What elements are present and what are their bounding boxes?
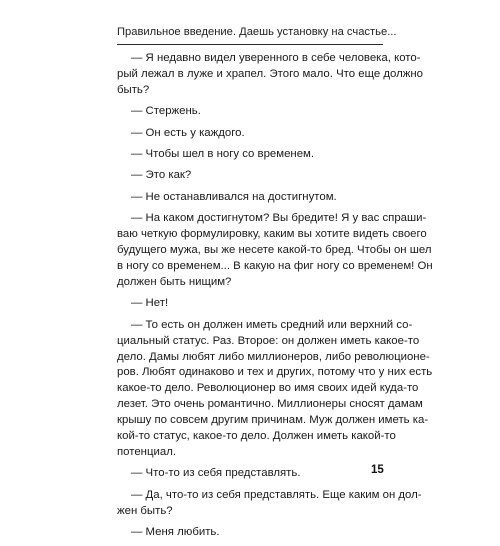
paragraph-2: — Стержень. xyxy=(131,105,201,118)
text-line: какое-то дело. Революционер во имя своих идей куда-то xyxy=(117,382,419,395)
text-line: в ногу со временем... В какую на фиг ногу со временем! Он xyxy=(117,259,433,272)
text-line: ваю четкую формулировку, каким вы хотите видеть своего xyxy=(117,228,427,241)
text-line: — На каком достигнутом? Вы бредите! Я у вас спраши- xyxy=(131,212,427,225)
text-line: дело. Дамы любят либо миллионеров, либо революционе- xyxy=(117,350,430,363)
text-line: рый лежал в луже и храпел. Этого мало. Что еще должно xyxy=(117,67,423,80)
text-line: — Я недавно видел уверенного в себе человека, кото- xyxy=(131,52,421,64)
header-rule xyxy=(117,44,383,45)
page-body-text xyxy=(117,51,433,546)
text-line: должен быть нищим? xyxy=(117,275,232,288)
paragraph-8: — Нет! xyxy=(131,297,169,310)
text-line: будущего мужа, вы же несете какой-то бред. Чтобы он шел xyxy=(117,244,432,257)
text-line: циальный статус. Раз. Второе: он должен иметь какое-то xyxy=(117,334,420,347)
paragraph-11 xyxy=(117,488,422,520)
paragraph-3: — Он есть у каждого. xyxy=(131,126,245,139)
paragraph-10: — Что-то из себя представлять. xyxy=(131,467,301,480)
paragraph-6: — Не останавливался на достигнутом. xyxy=(131,190,337,203)
text-line: ров. Любят одинаково и тех и других, потому что у них есть xyxy=(117,366,433,379)
running-head: Правильное введение. Даешь установку на счастье... xyxy=(117,26,397,38)
text-line: — То есть он должен иметь средний или верхний со- xyxy=(131,318,413,331)
text-line: кой-то статус, какое-то дело. Должен иметь какой-то xyxy=(117,430,396,443)
paragraph-7 xyxy=(117,211,433,291)
paragraph-12: — Меня любить. xyxy=(131,526,220,539)
text-line: потенциал. xyxy=(117,445,176,458)
text-line: быть? xyxy=(117,83,150,96)
paragraph-5: — Это как? xyxy=(131,169,192,182)
paragraph-1 xyxy=(117,51,423,99)
page-number: 15 xyxy=(371,464,384,476)
text-line: крышу по совсем другим причинам. Муж должен иметь ка- xyxy=(117,414,429,427)
text-line: жен быть? xyxy=(117,504,173,517)
paragraph-4: — Чтобы шел в ногу со временем. xyxy=(131,148,315,161)
paragraph-9 xyxy=(117,318,433,461)
text-line: лезет. Это очень романтично. Миллионеры сносят дамам xyxy=(117,398,423,411)
text-line: — Да, что-то из себя представлять. Еще каким он дол- xyxy=(131,488,422,501)
